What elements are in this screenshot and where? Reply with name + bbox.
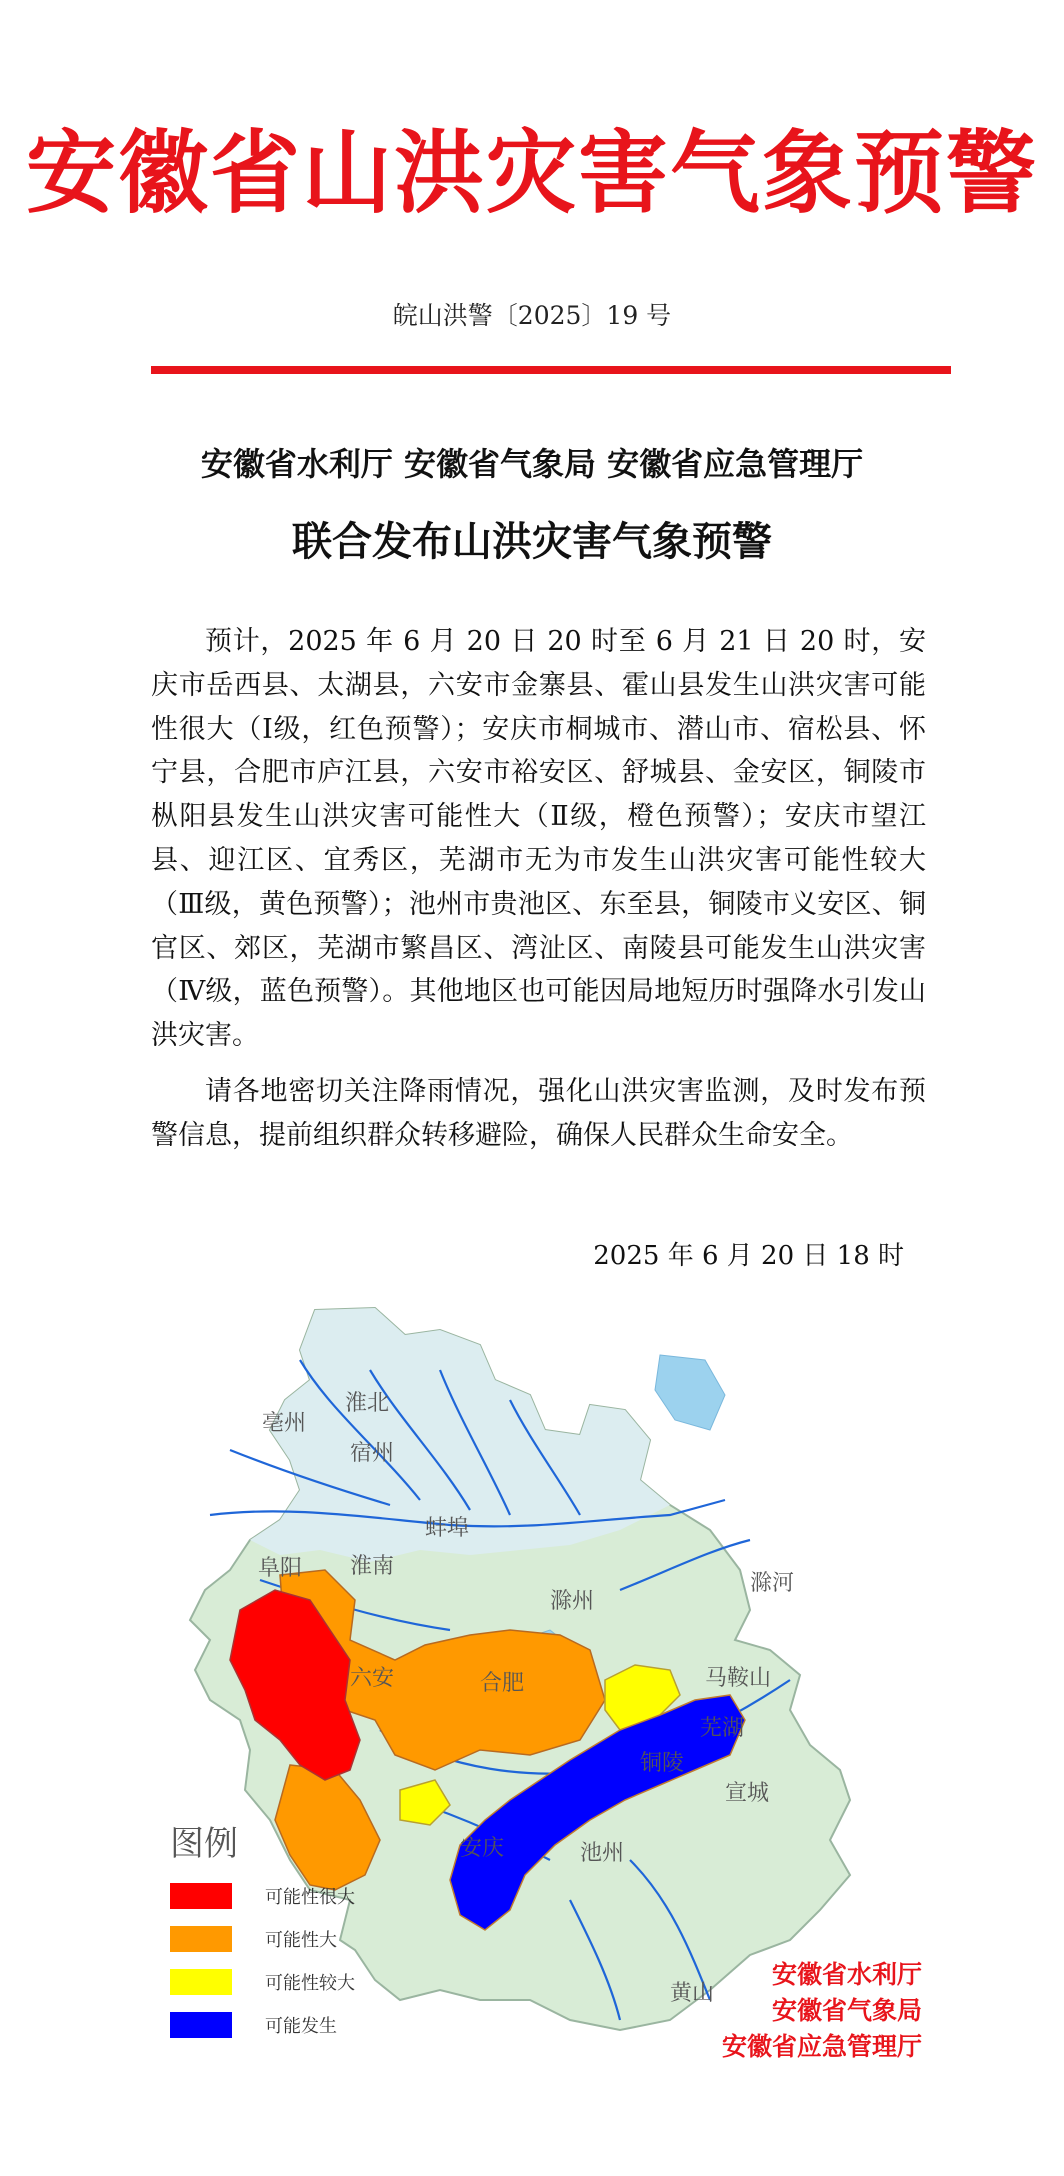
city-label: 合肥 bbox=[480, 1671, 525, 1696]
legend-swatch-yellow bbox=[170, 1969, 232, 1995]
legend-label: 可能性很大 bbox=[265, 1887, 355, 1908]
anhui-map-svg bbox=[150, 1300, 930, 2100]
city-label: 芜湖 bbox=[700, 1716, 745, 1741]
legend-swatch-blue bbox=[170, 2012, 232, 2038]
city-label: 淮北 bbox=[345, 1391, 390, 1416]
masthead-title: 安徽省山洪灾害气象预警 bbox=[26, 120, 1038, 226]
warning-map bbox=[150, 1300, 930, 2100]
stamp-line: 安徽省应急管理厅 bbox=[721, 2032, 922, 2061]
warning-body bbox=[151, 620, 926, 1170]
city-label: 铜陵 bbox=[640, 1751, 685, 1776]
legend-label: 可能发生 bbox=[265, 2016, 337, 2037]
city-label: 黄山 bbox=[670, 1981, 715, 2006]
city-label: 亳州 bbox=[262, 1411, 307, 1436]
legend-label: 可能性大 bbox=[265, 1930, 337, 1951]
city-label: 蚌埠 bbox=[425, 1516, 470, 1541]
city-label: 池州 bbox=[580, 1841, 625, 1866]
document-number: 皖山洪警〔2025〕19 号 bbox=[392, 301, 672, 330]
agency-stamp bbox=[722, 1960, 922, 2061]
stamp-line: 安徽省水利厅 bbox=[771, 1960, 922, 1989]
city-label: 滁州 bbox=[550, 1589, 595, 1614]
city-label: 宿州 bbox=[350, 1441, 395, 1466]
city-label: 六安 bbox=[350, 1666, 395, 1691]
warning-subtitle: 联合发布山洪灾害气象预警 bbox=[292, 519, 772, 565]
warning-paragraph-forecast: 预计，2025 年 6 月 20 日 20 时至 6 月 21 日 20 时，安庆市岳西县、太湖县，六安市金寨县、霍山县发生山洪灾害可能性很大（Ⅰ级，红色预警）；安庆市桐城市、潜山市、宿松县、怀宁县，合肥市庐江县，六安市裕安区、舒城县、金安区，铜陵市枞阳县发生山洪灾害可能性大（Ⅱ级，橙色预警）；安庆市望江县、迎江区、宜秀区，芜湖市无为市发生山洪灾害可能性较大（Ⅲ级，黄色预警）；池州市贵池区、东至县，铜陵市义安区、铜官区、郊区，芜湖市繁昌区、湾沚区、南陵县可能发生山洪灾害（Ⅳ级，蓝色预警）。其他地区也可能因局地短历时强降水引发山洪灾害。 bbox=[151, 626, 926, 1052]
legend-title: 图例 bbox=[170, 1824, 238, 1864]
city-label: 宣城 bbox=[725, 1781, 770, 1806]
red-divider-line bbox=[151, 366, 951, 374]
city-label: 安庆 bbox=[460, 1836, 505, 1861]
city-label: 淮南 bbox=[350, 1554, 395, 1579]
hongze-lake bbox=[655, 1355, 725, 1430]
warning-paragraph-advice: 请各地密切关注降雨情况，强化山洪灾害监测，及时发布预警信息，提前组织群众转移避险，确保人民群众生命安全。 bbox=[151, 1075, 926, 1151]
stamp-line: 安徽省气象局 bbox=[771, 1996, 922, 2025]
issuing-agencies: 安徽省水利厅 安徽省气象局 安徽省应急管理厅 bbox=[200, 445, 864, 483]
legend-swatch-orange bbox=[170, 1926, 232, 1952]
issue-date: 2025 年 6 月 20 日 18 时 bbox=[593, 1241, 904, 1271]
city-label: 马鞍山 bbox=[705, 1666, 772, 1691]
river-label: 滁河 bbox=[750, 1571, 795, 1596]
city-label: 阜阳 bbox=[258, 1556, 303, 1581]
legend-swatch-red bbox=[170, 1883, 232, 1909]
legend-label: 可能性较大 bbox=[265, 1973, 355, 1994]
